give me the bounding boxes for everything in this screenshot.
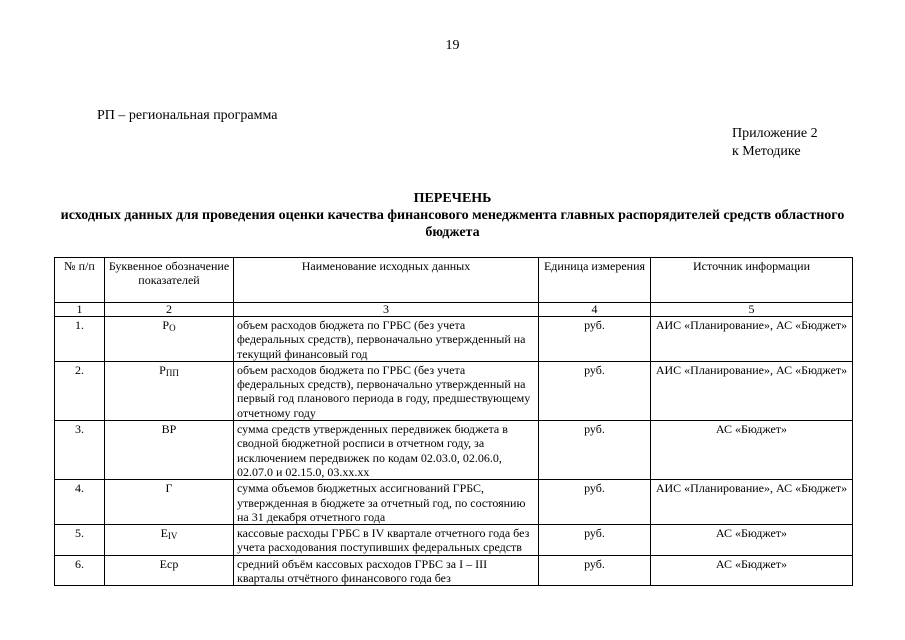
table-header-row	[55, 258, 853, 303]
row-source: АИС «Планирование», АС «Бюджет»	[651, 480, 853, 525]
table-row	[55, 317, 853, 362]
table-row	[55, 421, 853, 480]
row-name: сумма объемов бюджетных ассигнований ГРБС, утвержденная в бюджете за отчетный год, по состоянию на 31 декабря отчетного года	[234, 480, 539, 525]
appendix-label	[732, 125, 818, 161]
footnote-abbreviation: РП – региональная программа	[97, 108, 278, 123]
row-unit: руб.	[539, 317, 651, 362]
row-number: 4.	[55, 480, 105, 525]
row-symbol: $E_{IV}$	[105, 525, 234, 556]
row-name: средний объём кассовых расходов ГРБС за I – III кварталы отчётного финансового года без	[234, 555, 539, 586]
header-unit: Единица измерения	[539, 258, 651, 303]
row-number: 5.	[55, 525, 105, 556]
row-unit: руб.	[539, 361, 651, 420]
column-number: 3	[234, 303, 539, 317]
column-number: 2	[105, 303, 234, 317]
row-source: АС «Бюджет»	[651, 525, 853, 556]
column-number: 5	[651, 303, 853, 317]
heading-title: ПЕРЕЧЕНЬ	[413, 191, 492, 206]
column-number: 4	[539, 303, 651, 317]
row-unit: руб.	[539, 525, 651, 556]
row-unit: руб.	[539, 421, 651, 480]
column-number: 1	[55, 303, 105, 317]
row-number: 3.	[55, 421, 105, 480]
appendix-line-2: к Методике	[732, 144, 801, 159]
appendix-line-1: Приложение 2	[732, 126, 818, 141]
row-name: сумма средств утвержденных передвижек бюджета в сводной бюджетной росписи в отчетном году, за исключением передвижек по кодам 02.03.0, 02.06.0, 02.07.0 и 02.15.0, 03.xx.xx	[234, 421, 539, 480]
column-number-row	[55, 303, 853, 317]
row-source: АС «Бюджет»	[651, 555, 853, 586]
header-number: № п/п	[55, 258, 105, 303]
table-row	[55, 555, 853, 586]
row-symbol: Г	[105, 480, 234, 525]
header-name: Наименование исходных данных	[234, 258, 539, 303]
row-symbol: ВР	[105, 421, 234, 480]
header-source: Источник информации	[651, 258, 853, 303]
row-name: кассовые расходы ГРБС в IV квартале отчетного года без учета расходования поступивших федеральных средств	[234, 525, 539, 556]
source-data-table	[54, 257, 853, 586]
row-name: объем расходов бюджета по ГРБС (без учета федеральных средств), первоначально утвержденный на текущий финансовый год	[234, 317, 539, 362]
page-number: 19	[445, 38, 460, 53]
header-symbol: Буквенное обозначение показателей	[105, 258, 234, 303]
row-name: объем расходов бюджета по ГРБС (без учета федеральных средств), первоначально утвержденный на первый год планового периода в году, предшествующему отчетному году	[234, 361, 539, 420]
table-row	[55, 361, 853, 420]
row-unit: руб.	[539, 555, 651, 586]
row-symbol: $P_{ПП}$	[105, 361, 234, 420]
row-number: 6.	[55, 555, 105, 586]
table-row	[55, 525, 853, 556]
row-source: АИС «Планирование», АС «Бюджет»	[651, 317, 853, 362]
row-symbol: $P_O$	[105, 317, 234, 362]
heading-subtitle: исходных данных для проведения оценки качества финансового менеджмента главных распорядителей средств областного бюджета	[60, 208, 845, 240]
row-number: 2.	[55, 361, 105, 420]
row-symbol: Eср	[105, 555, 234, 586]
row-source: АС «Бюджет»	[651, 421, 853, 480]
row-unit: руб.	[539, 480, 651, 525]
row-number: 1.	[55, 317, 105, 362]
row-source: АИС «Планирование», АС «Бюджет»	[651, 361, 853, 420]
document-heading	[40, 190, 865, 241]
table-row	[55, 480, 853, 525]
